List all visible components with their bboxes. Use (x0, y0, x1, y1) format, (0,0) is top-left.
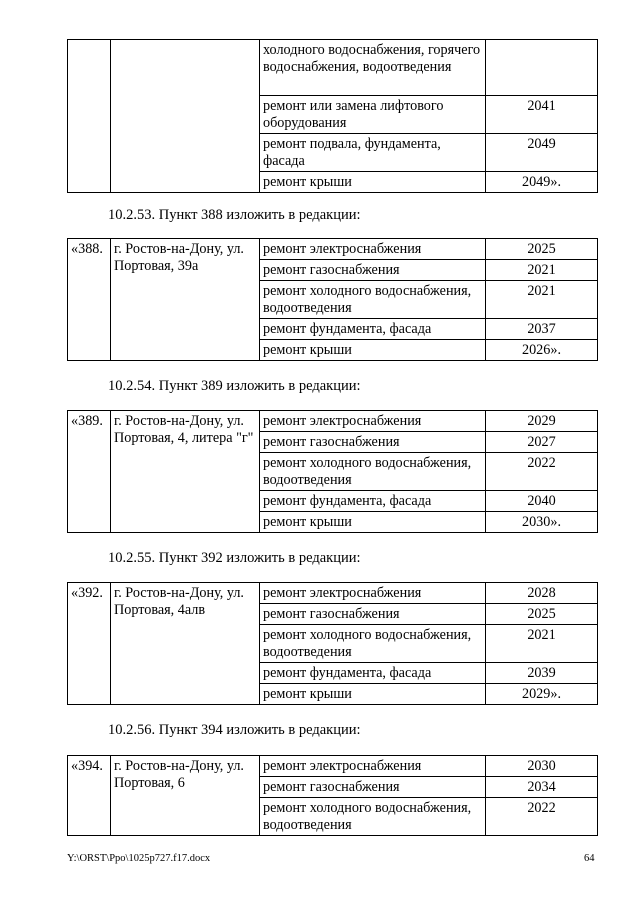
year-cell: 2040 (486, 491, 598, 512)
register-table-392 (67, 582, 598, 705)
work-cell: ремонт фундамента, фасада (260, 663, 486, 684)
year-cell: 2025 (486, 239, 598, 260)
section-heading: 10.2.54. Пункт 389 изложить в редакции: (108, 378, 361, 394)
address-cell: г. Ростов-на-Дону, ул. Портовая, 39а (111, 239, 260, 361)
work-cell: ремонт фундамента, фасада (260, 319, 486, 340)
work-cell: ремонт электроснабжения (260, 239, 486, 260)
year-cell: 2021 (486, 625, 598, 663)
year-cell: 2027 (486, 432, 598, 453)
work-cell: ремонт газоснабжения (260, 260, 486, 281)
year-cell: 2021 (486, 281, 598, 319)
work-cell: ремонт крыши (260, 684, 486, 705)
work-cell: ремонт крыши (260, 512, 486, 533)
year-cell: 2049 (486, 134, 598, 172)
work-cell: ремонт холодного водоснабжения, водоотведения (260, 625, 486, 663)
item-number-cell: «389. (68, 411, 111, 533)
work-cell: ремонт или замена лифтового оборудования (260, 96, 486, 134)
work-cell: ремонт подвала, фундамента, фасада (260, 134, 486, 172)
address-cell (111, 40, 260, 193)
year-cell: 2026». (486, 340, 598, 361)
year-cell: 2039 (486, 663, 598, 684)
item-number-cell: «394. (68, 756, 111, 836)
year-cell: 2029». (486, 684, 598, 705)
work-cell: ремонт фундамента, фасада (260, 491, 486, 512)
table-row (68, 40, 598, 96)
year-cell: 2022 (486, 453, 598, 491)
table-row (68, 411, 598, 432)
address-cell: г. Ростов-на-Дону, ул. Портовая, 4, литера "г" (111, 411, 260, 533)
work-cell: ремонт электроснабжения (260, 583, 486, 604)
file-path-footer: Y:\ORST\Ppo\1025p727.f17.docx (67, 853, 211, 864)
table-row (68, 583, 598, 604)
address-cell: г. Ростов-на-Дону, ул. Портовая, 4алв (111, 583, 260, 705)
year-cell: 2030 (486, 756, 598, 777)
year-cell: 2025 (486, 604, 598, 625)
register-table-394 (67, 755, 598, 836)
work-cell: ремонт холодного водоснабжения, водоотведения (260, 453, 486, 491)
work-cell: холодного водоснабжения, горячего водоснабжения, водоотведения (260, 40, 486, 96)
year-cell: 2028 (486, 583, 598, 604)
year-cell: 2037 (486, 319, 598, 340)
work-cell: ремонт электроснабжения (260, 756, 486, 777)
item-number-cell: «388. (68, 239, 111, 361)
year-cell: 2034 (486, 777, 598, 798)
year-cell: 2021 (486, 260, 598, 281)
register-table-389 (67, 410, 598, 533)
section-heading: 10.2.55. Пункт 392 изложить в редакции: (108, 550, 361, 566)
work-cell: ремонт холодного водоснабжения, водоотведения (260, 798, 486, 836)
year-cell (486, 40, 598, 96)
work-cell: ремонт крыши (260, 340, 486, 361)
section-heading: 10.2.53. Пункт 388 изложить в редакции: (108, 207, 361, 223)
work-cell: ремонт газоснабжения (260, 604, 486, 625)
item-number-cell (68, 40, 111, 193)
year-cell: 2041 (486, 96, 598, 134)
year-cell: 2030». (486, 512, 598, 533)
section-heading: 10.2.56. Пункт 394 изложить в редакции: (108, 722, 361, 738)
year-cell: 2029 (486, 411, 598, 432)
address-cell: г. Ростов-на-Дону, ул. Портовая, 6 (111, 756, 260, 836)
work-cell: ремонт крыши (260, 172, 486, 193)
work-cell: ремонт электроснабжения (260, 411, 486, 432)
year-cell: 2049». (486, 172, 598, 193)
page-number: 64 (584, 853, 595, 864)
work-cell: ремонт холодного водоснабжения, водоотведения (260, 281, 486, 319)
work-cell: ремонт газоснабжения (260, 432, 486, 453)
year-cell: 2022 (486, 798, 598, 836)
table-row (68, 239, 598, 260)
register-table-388 (67, 238, 598, 361)
work-cell: ремонт газоснабжения (260, 777, 486, 798)
item-number-cell: «392. (68, 583, 111, 705)
table-row (68, 756, 598, 777)
register-table-continuation (67, 39, 598, 193)
